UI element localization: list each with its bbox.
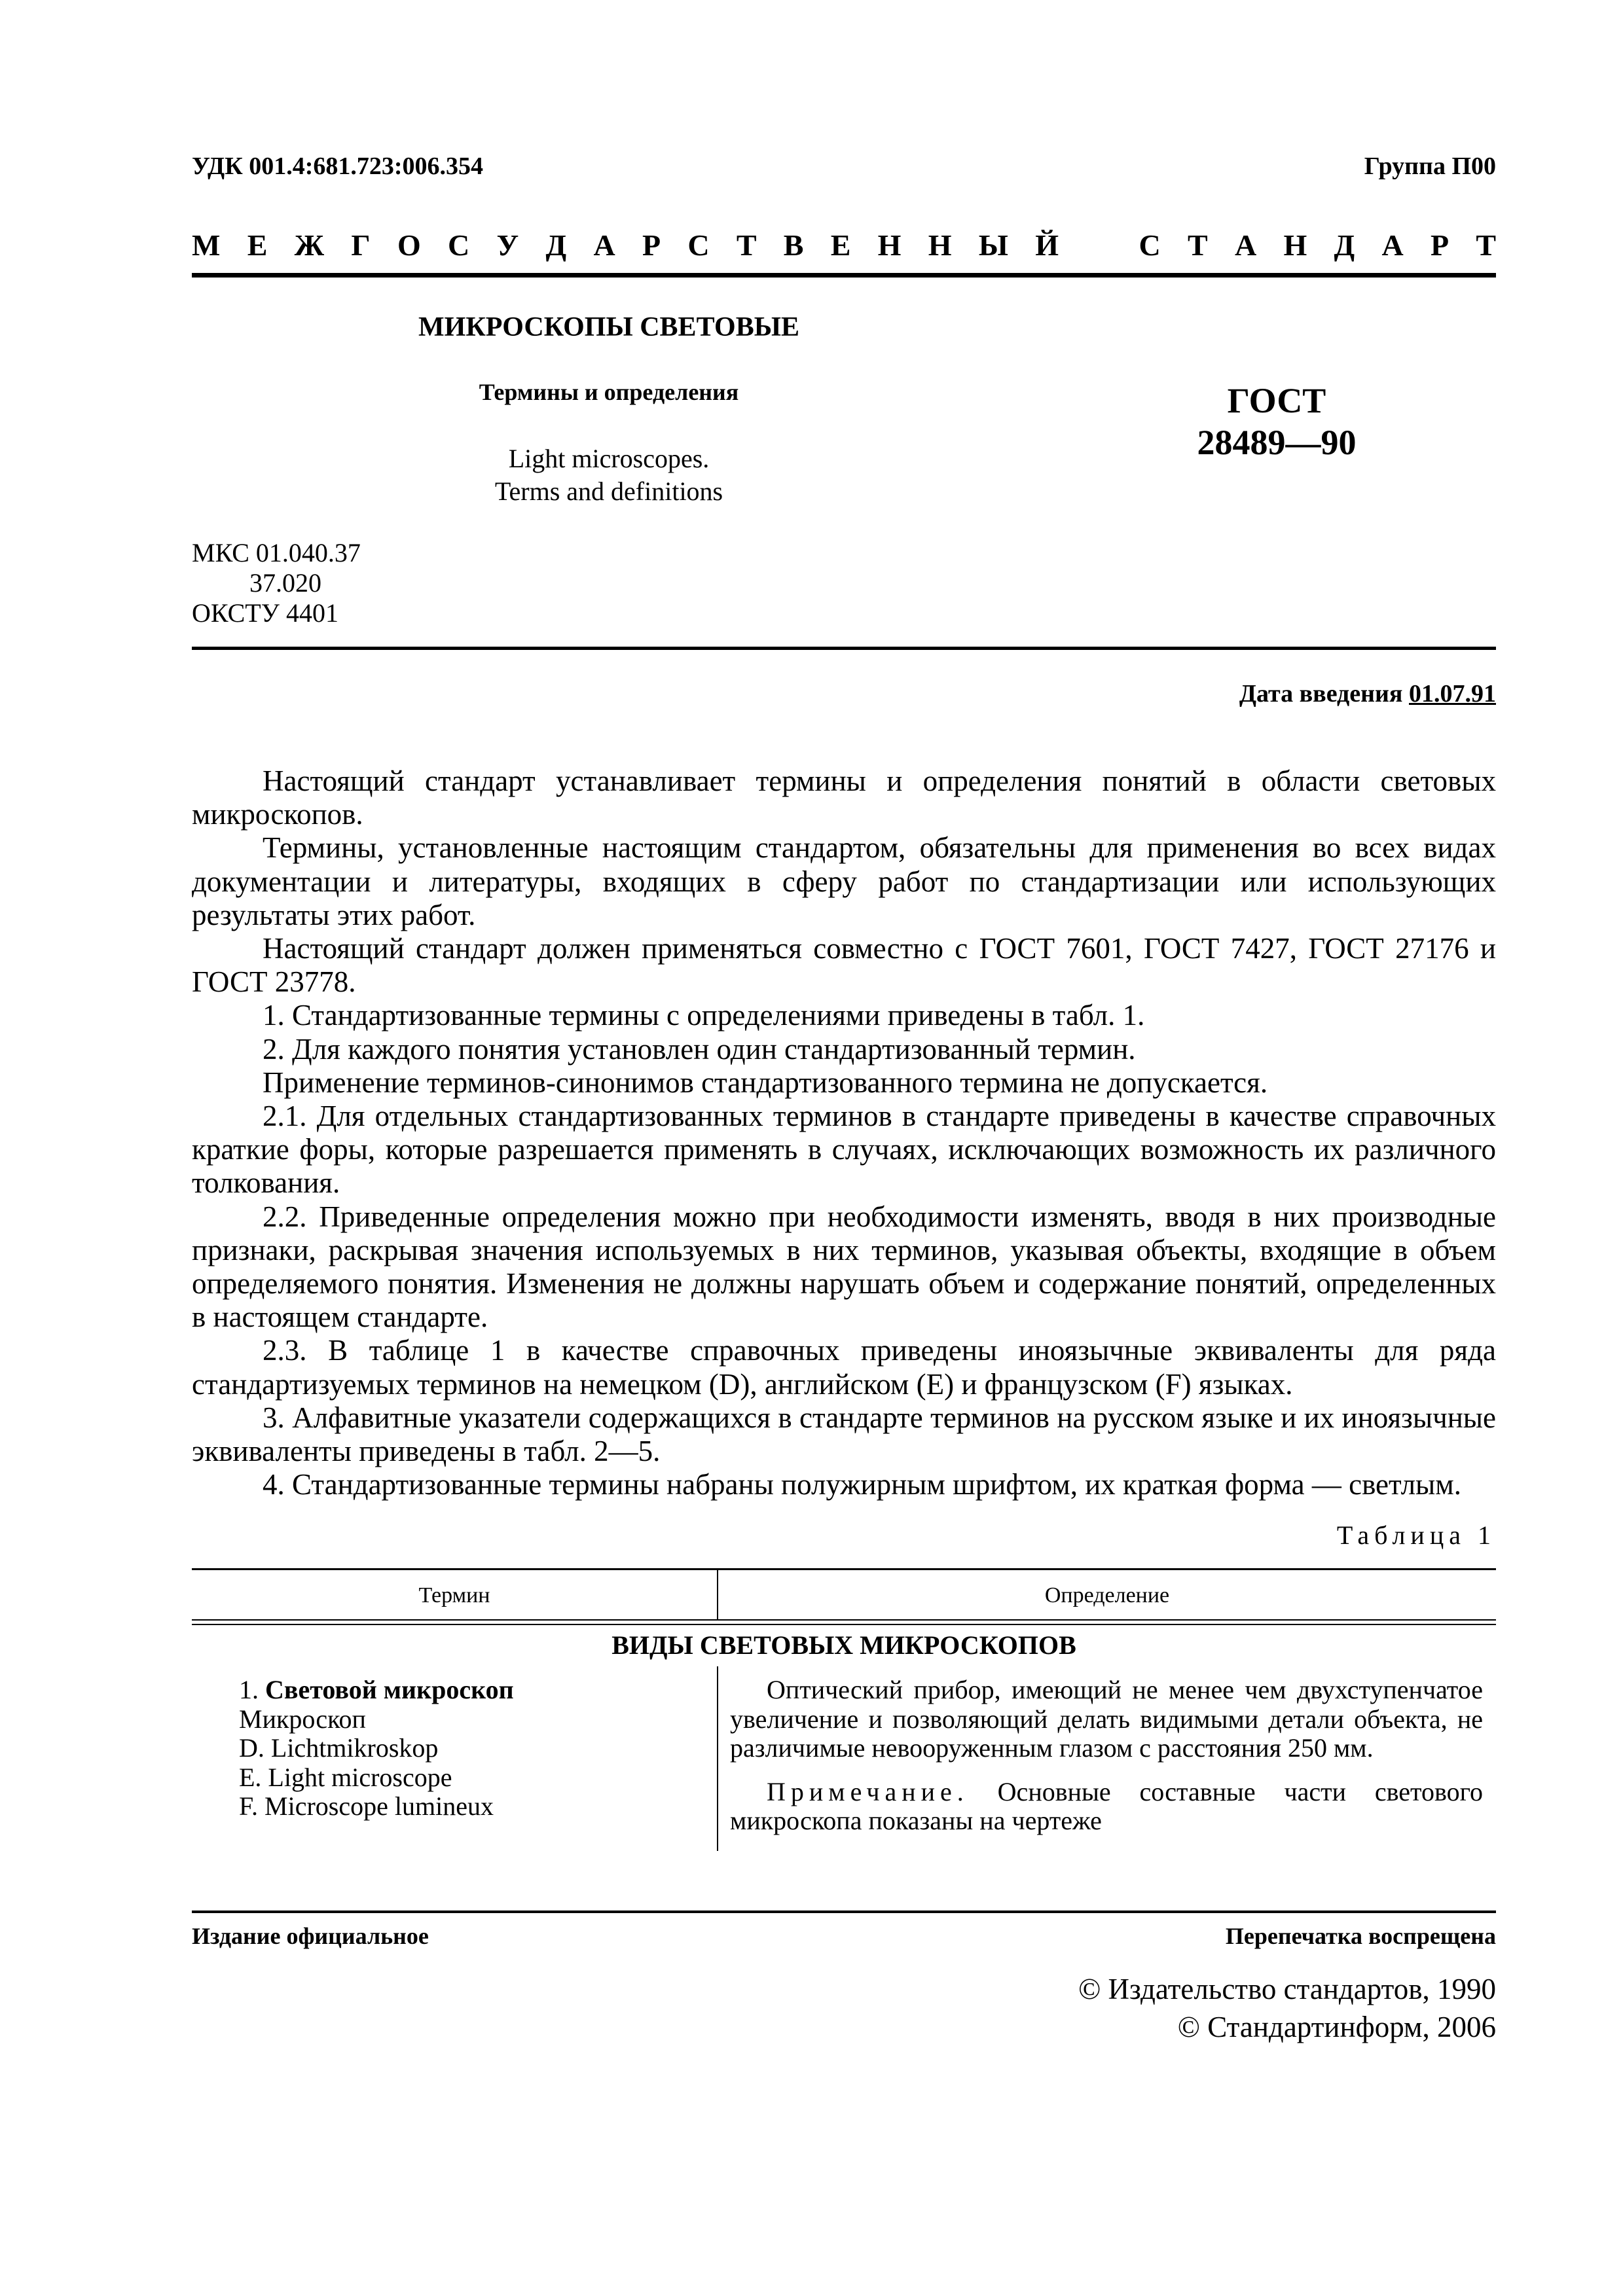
banner-letter: С: [687, 228, 710, 262]
english-title-line: Terms and definitions: [494, 476, 723, 506]
table-term-cell: [239, 1676, 710, 1821]
paragraph: 2.2. Приведенные определения можно при необходимости изменять, вводя в них производные признаки, раскрывая значения используемых в них терминов, указывая объекты, входящие в объем определяемого понятия. Изменения не должны нарушать объем и содержание понятий, определенных в настоящем стандарте.: [192, 1200, 1496, 1334]
banner-letter: У: [496, 228, 519, 262]
banner-letter: Р: [642, 228, 661, 262]
banner-gap: [1085, 228, 1112, 262]
classification-codes: [192, 538, 361, 628]
banner-letter: Н: [928, 228, 952, 262]
udk-code: УДК 001.4:681.723:006.354: [192, 152, 484, 180]
interstate-standard-banner: [192, 228, 1496, 262]
introduction-date-value: 01.07.91: [1409, 680, 1496, 708]
paragraph: 2.1. Для отдельных стандартизованных терминов в стандарте приведены в качестве справочных краткие форы, которые разрешается применять в случаях, исключающих возможность их различного толкования.: [192, 1100, 1496, 1200]
banner-letter: Е: [830, 228, 851, 262]
footer-rule: [192, 1910, 1496, 1913]
banner-letter: С: [1139, 228, 1161, 262]
paragraph: Настоящий стандарт устанавливает термины и определения понятий в области световых микроскопов.: [192, 764, 1496, 831]
banner-letter: Ы: [978, 228, 1008, 262]
banner-letter: Н: [1283, 228, 1307, 262]
table-header-term: Термин: [418, 1583, 490, 1607]
banner-letter: Г: [351, 228, 371, 262]
english-title: [282, 442, 936, 508]
table-definition-cell: [730, 1676, 1483, 1836]
banner-letter: А: [1381, 228, 1404, 262]
okstu-code: ОКСТУ 4401: [192, 598, 339, 628]
gost-number: 28489—90: [1197, 423, 1357, 462]
table-column-divider: [717, 1666, 718, 1851]
term-french: F. Microscope lumineux: [239, 1791, 494, 1821]
table-header-definition: Определение: [1044, 1583, 1170, 1607]
banner-letter: А: [593, 228, 615, 262]
introduction-date-label: Дата введения: [1239, 680, 1403, 708]
term-note: [730, 1778, 1483, 1836]
paragraph: 2.3. В таблице 1 в качестве справочных приведены иноязычные эквиваленты для ряда стандартизуемых терминов на немецком (D), английском (E) и французском (F) языках.: [192, 1334, 1496, 1401]
term-number: 1.: [239, 1675, 259, 1704]
note-text: Основные составные части светового микроскопа показаны на чертеже: [730, 1776, 1484, 1835]
document-title: МИКРОСКОПЫ СВЕТОВЫЕ: [418, 312, 799, 342]
banner-letter: Д: [545, 228, 567, 262]
table-top-rule: [192, 1568, 1496, 1570]
mks-code-secondary: 37.020: [249, 568, 321, 598]
document-subtitle: Термины и определения: [479, 379, 739, 405]
table-header-rule-double: [192, 1624, 1496, 1625]
table-section-heading: ВИДЫ СВЕТОВЫХ МИКРОСКОПОВ: [611, 1630, 1076, 1660]
paragraph: 2. Для каждого понятия установлен один стандартизованный термин.: [263, 1032, 1136, 1066]
term-english: E. Light microscope: [239, 1762, 452, 1792]
banner-letter: М: [192, 228, 221, 262]
introduction-date: [1239, 679, 1496, 708]
gost-label: ГОСТ: [1227, 381, 1326, 420]
official-edition: Издание официальное: [192, 1923, 429, 1949]
english-title-line: Light microscopes.: [508, 444, 710, 473]
mks-code: МКС 01.040.37: [192, 538, 361, 567]
banner-rule: [192, 273, 1496, 278]
table-caption: Таблица 1: [1336, 1520, 1496, 1550]
banner-letter: О: [397, 228, 421, 262]
banner-letter: Ж: [294, 228, 325, 262]
reprint-prohibited: Перепечатка воспрещена: [1225, 1923, 1496, 1949]
paragraph: Применение терминов-синонимов стандартизованного термина не допускается.: [263, 1066, 1268, 1099]
banner-letter: Н: [877, 228, 902, 262]
paragraph: 3. Алфавитные указатели содержащихся в стандарте терминов на русском языке и их иноязычные эквиваленты приведены в табл. 2—5.: [192, 1401, 1496, 1468]
copyright-line: © Стандартинформ, 2006: [1177, 2011, 1496, 2043]
term-heading: [239, 1676, 710, 1705]
banner-letter: С: [447, 228, 470, 262]
note-label: Примечание.: [767, 1776, 969, 1806]
gost-designation: [1113, 380, 1440, 463]
group-code: Группа П00: [1364, 152, 1496, 180]
copyright-line: © Издательство стандартов, 1990: [1078, 1973, 1496, 2005]
banner-letter: Е: [247, 228, 268, 262]
paragraph: Настоящий стандарт должен применяться совместно с ГОСТ 7601, ГОСТ 7427, ГОСТ 27176 и ГОСТ 23778.: [192, 932, 1496, 999]
paragraph: 1. Стандартизованные термины с определениями приведены в табл. 1.: [263, 999, 1145, 1032]
banner-letter: Р: [1430, 228, 1450, 262]
term-definition: Оптический прибор, имеющий не менее чем двухступенчатое увеличение и позволяющий делать видимыми детали объекта, не различимые невооруженным глазом с расстояния 250 мм.: [730, 1675, 1483, 1763]
banner-letter: Т: [1188, 228, 1208, 262]
paragraph: 4. Стандартизованные термины набраны полужирным шрифтом, их краткая форма — светлым.: [263, 1468, 1461, 1501]
term-german: D. Lichtmikroskop: [239, 1733, 439, 1763]
banner-letter: А: [1234, 228, 1257, 262]
banner-letter: Д: [1334, 228, 1355, 262]
header-bottom-rule: [192, 647, 1496, 650]
term-short-form: Микроскоп: [239, 1704, 366, 1734]
paragraph: Термины, установленные настоящим стандартом, обязательны для применения во всех видах документации и литературы, входящих в сферу работ по стандартизации или использующих результаты этих работ.: [192, 831, 1496, 931]
banner-letter: Й: [1035, 228, 1059, 262]
banner-letter: В: [783, 228, 804, 262]
copyright-block: [1078, 1970, 1496, 2046]
banner-letter: Т: [736, 228, 757, 262]
preamble-text: [192, 764, 1496, 1501]
term-name: Световой микроскоп: [265, 1675, 514, 1704]
banner-letter: Т: [1476, 228, 1496, 262]
table-header-rule: [192, 1619, 1496, 1621]
